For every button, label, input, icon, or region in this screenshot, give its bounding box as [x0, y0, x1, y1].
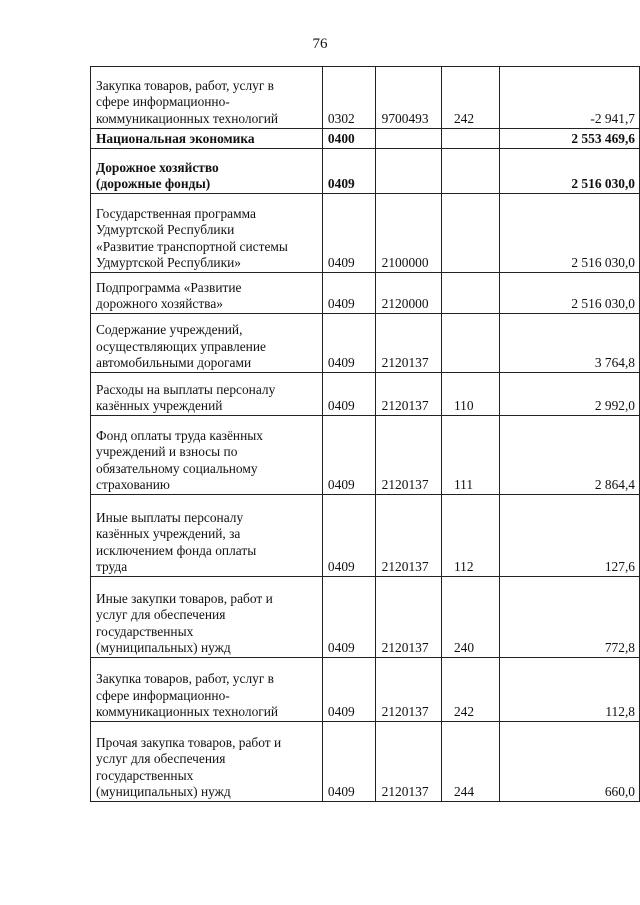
row-name-cell: Государственная программа Удмуртской Республики «Развитие транспортной системы Удмуртской Республики» [91, 194, 323, 273]
table-row [91, 129, 640, 149]
budget-table [90, 66, 640, 802]
amount-cell: 112,8 [500, 658, 640, 722]
target-article-cell [375, 129, 441, 149]
target-article-cell: 2120137 [375, 314, 441, 373]
budget-table-body [91, 67, 640, 802]
section-code-cell: 0400 [322, 129, 375, 149]
section-code-cell: 0409 [322, 722, 375, 802]
row-name-cell: Иные выплаты персоналу казённых учреждений, за исключением фонда оплаты труда [91, 495, 323, 577]
target-article-cell: 2120137 [375, 577, 441, 658]
amount-cell: 2 992,0 [500, 373, 640, 416]
target-article-cell: 2120137 [375, 373, 441, 416]
expense-type-cell [441, 194, 499, 273]
amount-cell: 2 864,4 [500, 416, 640, 495]
amount-cell: 2 516 030,0 [500, 149, 640, 194]
target-article-cell: 2120137 [375, 658, 441, 722]
row-name-cell: Подпрограмма «Развитие дорожного хозяйства» [91, 273, 323, 314]
amount-cell: 2 516 030,0 [500, 194, 640, 273]
table-row [91, 577, 640, 658]
row-name-cell: Фонд оплаты труда казённых учреждений и взносы по обязательному социальному страхованию [91, 416, 323, 495]
expense-type-cell: 112 [441, 495, 499, 577]
amount-cell: -2 941,7 [500, 67, 640, 129]
section-code-cell: 0409 [322, 314, 375, 373]
target-article-cell: 2120137 [375, 722, 441, 802]
amount-cell: 3 764,8 [500, 314, 640, 373]
section-code-cell: 0409 [322, 149, 375, 194]
expense-type-cell: 244 [441, 722, 499, 802]
expense-type-cell [441, 273, 499, 314]
table-row [91, 416, 640, 495]
row-name-cell: Закупка товаров, работ, услуг в сфере информационно- коммуникационных технологий [91, 658, 323, 722]
section-code-cell: 0409 [322, 273, 375, 314]
row-name-cell: Национальная экономика [91, 129, 323, 149]
expense-type-cell [441, 129, 499, 149]
row-name-cell: Прочая закупка товаров, работ и услуг для обеспечения государственных (муниципальных) нужд [91, 722, 323, 802]
expense-type-cell: 240 [441, 577, 499, 658]
table-row [91, 314, 640, 373]
expense-type-cell: 242 [441, 67, 499, 129]
table-row [91, 373, 640, 416]
row-name-cell: Иные закупки товаров, работ и услуг для обеспечения государственных (муниципальных) нужд [91, 577, 323, 658]
amount-cell: 2 516 030,0 [500, 273, 640, 314]
amount-cell: 772,8 [500, 577, 640, 658]
table-row [91, 495, 640, 577]
table-row [91, 149, 640, 194]
section-code-cell: 0409 [322, 495, 375, 577]
target-article-cell [375, 149, 441, 194]
table-row [91, 273, 640, 314]
row-name-cell: Расходы на выплаты персоналу казённых учреждений [91, 373, 323, 416]
amount-cell: 660,0 [500, 722, 640, 802]
expense-type-cell: 111 [441, 416, 499, 495]
row-name-cell: Содержание учреждений, осуществляющих управление автомобильными дорогами [91, 314, 323, 373]
page-number: 76 [312, 36, 328, 52]
row-name-cell: Дорожное хозяйство (дорожные фонды) [91, 149, 323, 194]
table-row [91, 722, 640, 802]
expense-type-cell [441, 149, 499, 194]
target-article-cell: 2100000 [375, 194, 441, 273]
table-row [91, 194, 640, 273]
section-code-cell: 0409 [322, 658, 375, 722]
table-row [91, 67, 640, 129]
section-code-cell: 0409 [322, 416, 375, 495]
section-code-cell: 0409 [322, 373, 375, 416]
row-name-cell: Закупка товаров, работ, услуг в сфере информационно- коммуникационных технологий [91, 67, 323, 129]
target-article-cell: 2120137 [375, 416, 441, 495]
amount-cell: 2 553 469,6 [500, 129, 640, 149]
target-article-cell: 2120137 [375, 495, 441, 577]
expense-type-cell: 110 [441, 373, 499, 416]
section-code-cell: 0409 [322, 194, 375, 273]
target-article-cell: 9700493 [375, 67, 441, 129]
expense-type-cell: 242 [441, 658, 499, 722]
table-row [91, 658, 640, 722]
amount-cell: 127,6 [500, 495, 640, 577]
section-code-cell: 0409 [322, 577, 375, 658]
target-article-cell: 2120000 [375, 273, 441, 314]
section-code-cell: 0302 [322, 67, 375, 129]
expense-type-cell [441, 314, 499, 373]
